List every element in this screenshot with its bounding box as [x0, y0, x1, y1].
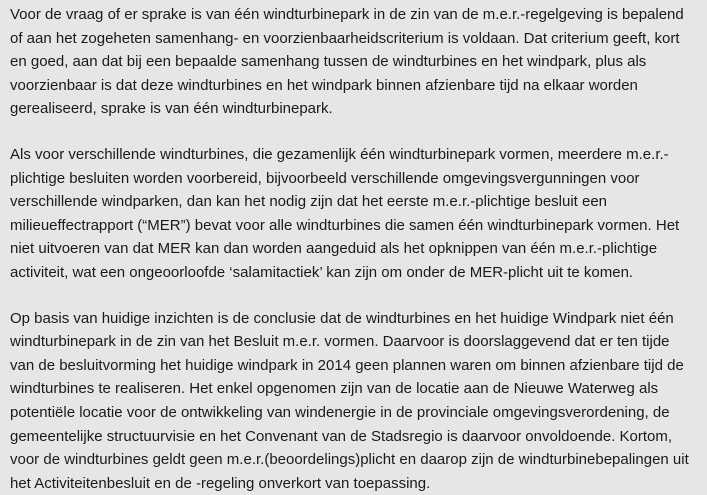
paragraph-samenhang-criterium: Voor de vraag of er sprake is van één windturbinepark in de zin van de m.e.r.-regelgeving is bepalend of aan het zogeheten samenhang- en voorzienbaarheidscriterium is voldaan. Dat criterium geeft, kort en goed, aan dat bij een bepaalde samenhang tussen de windturbines en het windpark, plus als voorzienbaar is dat deze windturbines en het windpark binnen afzienbare tijd na elkaar worden gerealiseerd, sprake is van één windturbinepark.	[10, 6, 684, 118]
paragraph-conclusie: Op basis van huidige inzichten is de conclusie dat de windturbines en het huidige Windpark niet één windturbinepark in de zin van het Besluit m.e.r. vormen. Daarvoor is doorslaggevend dat er ten tijde van de besluitvorming het huidige windpark in 2014 geen plannen waren om binnen afzienbare tijd de windturbines te realiseren. Het enkel opgenomen zijn van de locatie aan de Nieuwe Waterweg als potentiële locatie voor de ontwikkeling van windenergie in de provinciale omgevingsverordening, de gemeentelijke structuurvisie en het Convenant van de Stadsregio is daarvoor onvoldoende. Kortom, voor de windturbines geldt geen m.e.r.(beoordelings)plicht en daarop zijn de windturbinebepalingen uit het Activiteitenbesluit en de -regeling onverkort van toepassing.	[10, 309, 689, 492]
paragraph-salamitactiek: Als voor verschillende windturbines, die gezamenlijk één windturbinepark vormen, meerdere m.e.r.-plichtige besluiten worden voorbereid, bijvoorbeeld verschillende omgevingsvergunningen voor verschillende windparken, dan kan het nodig zijn dat het eerste m.e.r.-plichtige besluit een milieueffectrapport (“MER”) bevat voor alle windturbines die samen één windturbinepark vormen. Het niet uitvoeren van dat MER kan dan worden aangeduid als het opknippen van één m.e.r.-plichtige activiteit, wat een ongeoorloofde ‘salamitactiek’ kan zijn om onder de MER-plicht uit te komen.	[10, 145, 680, 281]
